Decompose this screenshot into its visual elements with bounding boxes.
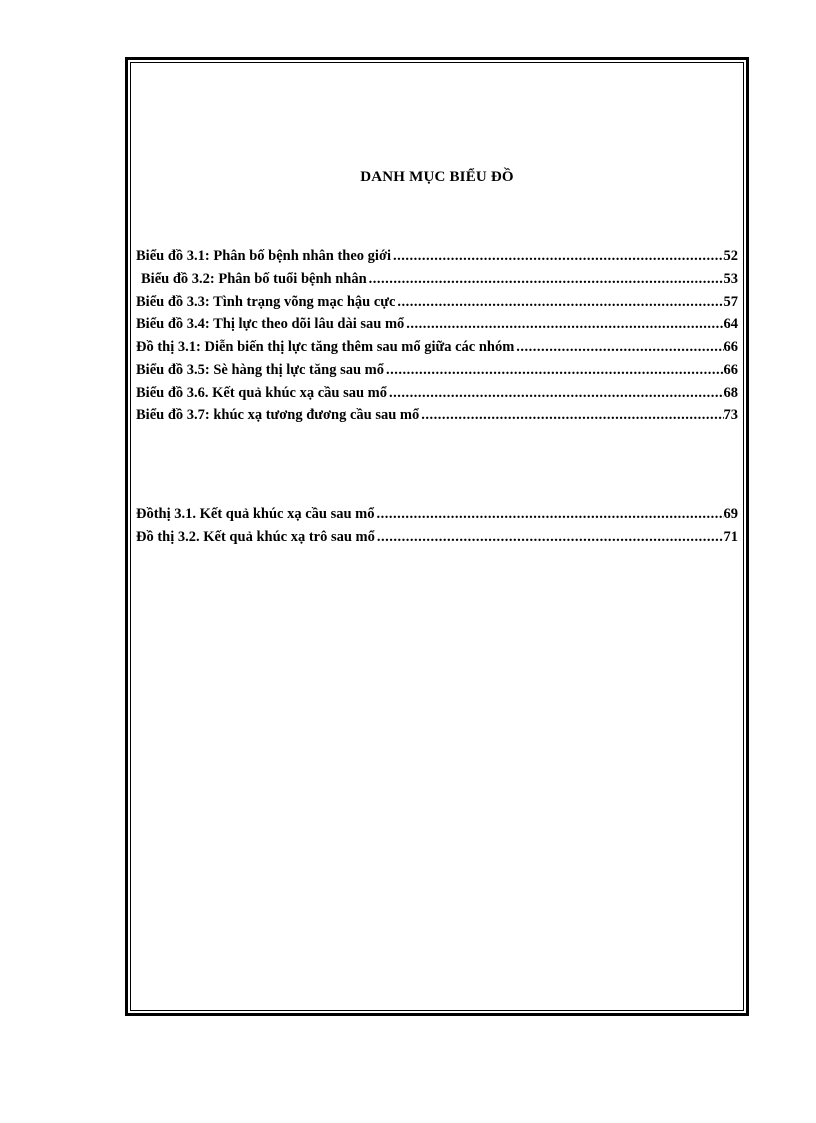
toc-entry xyxy=(136,314,738,337)
toc-entry-page: 69 xyxy=(723,506,738,522)
toc-entry-label: Biểu đồ 3.5: Sè hàng thị lực tăng sau mổ xyxy=(136,361,384,378)
toc-entry-label: Biểu đồ 3.2: Phân bố tuổi bệnh nhân xyxy=(141,270,367,287)
toc-entry-page: 66 xyxy=(723,361,738,378)
toc-entry-label: Biểu đồ 3.7: khúc xạ tương đương cầu sau mổ xyxy=(136,407,420,424)
toc-entry-page: 71 xyxy=(723,528,738,545)
toc-entry-label: Biểu đồ 3.3: Tình trạng võng mạc hậu cực xyxy=(136,293,396,310)
toc-entry-page: 73 xyxy=(723,407,738,424)
toc-entry xyxy=(136,246,738,269)
toc-list-graphs xyxy=(136,504,738,550)
toc-entry-label: Đồ thị 3.2. Kết quả khúc xạ trô sau mổ xyxy=(136,528,375,545)
toc-leader-dots xyxy=(421,405,723,425)
toc-entry-page: 68 xyxy=(723,384,738,401)
toc-entry-label: Biểu đồ 3.6. Kết quả khúc xạ cầu sau mổ xyxy=(136,384,387,401)
toc-entry-label: Biểu đồ 3.1: Phân bố bệnh nhân theo giới xyxy=(136,248,392,264)
toc-entry-label: Đồthị 3.1. Kết quả khúc xạ cầu sau mổ xyxy=(136,506,375,522)
toc-entry xyxy=(136,292,738,315)
toc-leader-dots xyxy=(389,383,724,403)
toc-entry xyxy=(136,405,738,428)
toc-entry xyxy=(136,527,738,550)
toc-entry xyxy=(136,360,738,383)
toc-leader-dots xyxy=(377,527,724,547)
toc-entry-label: Đồ thị 3.1: Diễn biến thị lực tăng thêm sau mổ giữa các nhóm xyxy=(136,339,515,355)
toc-leader-dots xyxy=(386,360,724,380)
toc-leader-dots xyxy=(397,292,723,312)
toc-entry-label: Biểu đồ 3.4: Thị lực theo dõi lâu dài sau mổ xyxy=(136,316,405,333)
toc-leader-dots xyxy=(406,314,723,334)
toc-entry xyxy=(136,337,738,360)
toc-entry-page: 53 xyxy=(723,270,738,287)
document-title: DANH MỤC BIỂU ĐỒ xyxy=(360,169,514,185)
toc-entry-page: 52 xyxy=(723,248,738,264)
toc-leader-dots xyxy=(516,337,723,357)
toc-entry-page: 57 xyxy=(723,293,738,310)
toc-leader-dots xyxy=(369,269,724,289)
toc-entry xyxy=(136,504,738,527)
toc-entry-page: 66 xyxy=(723,339,738,355)
toc-leader-dots xyxy=(376,504,723,524)
toc-entry xyxy=(136,383,738,406)
toc-entry xyxy=(136,269,738,292)
toc-list-charts xyxy=(136,246,738,428)
toc-leader-dots xyxy=(393,246,723,266)
toc-entry-page: 64 xyxy=(723,316,738,333)
